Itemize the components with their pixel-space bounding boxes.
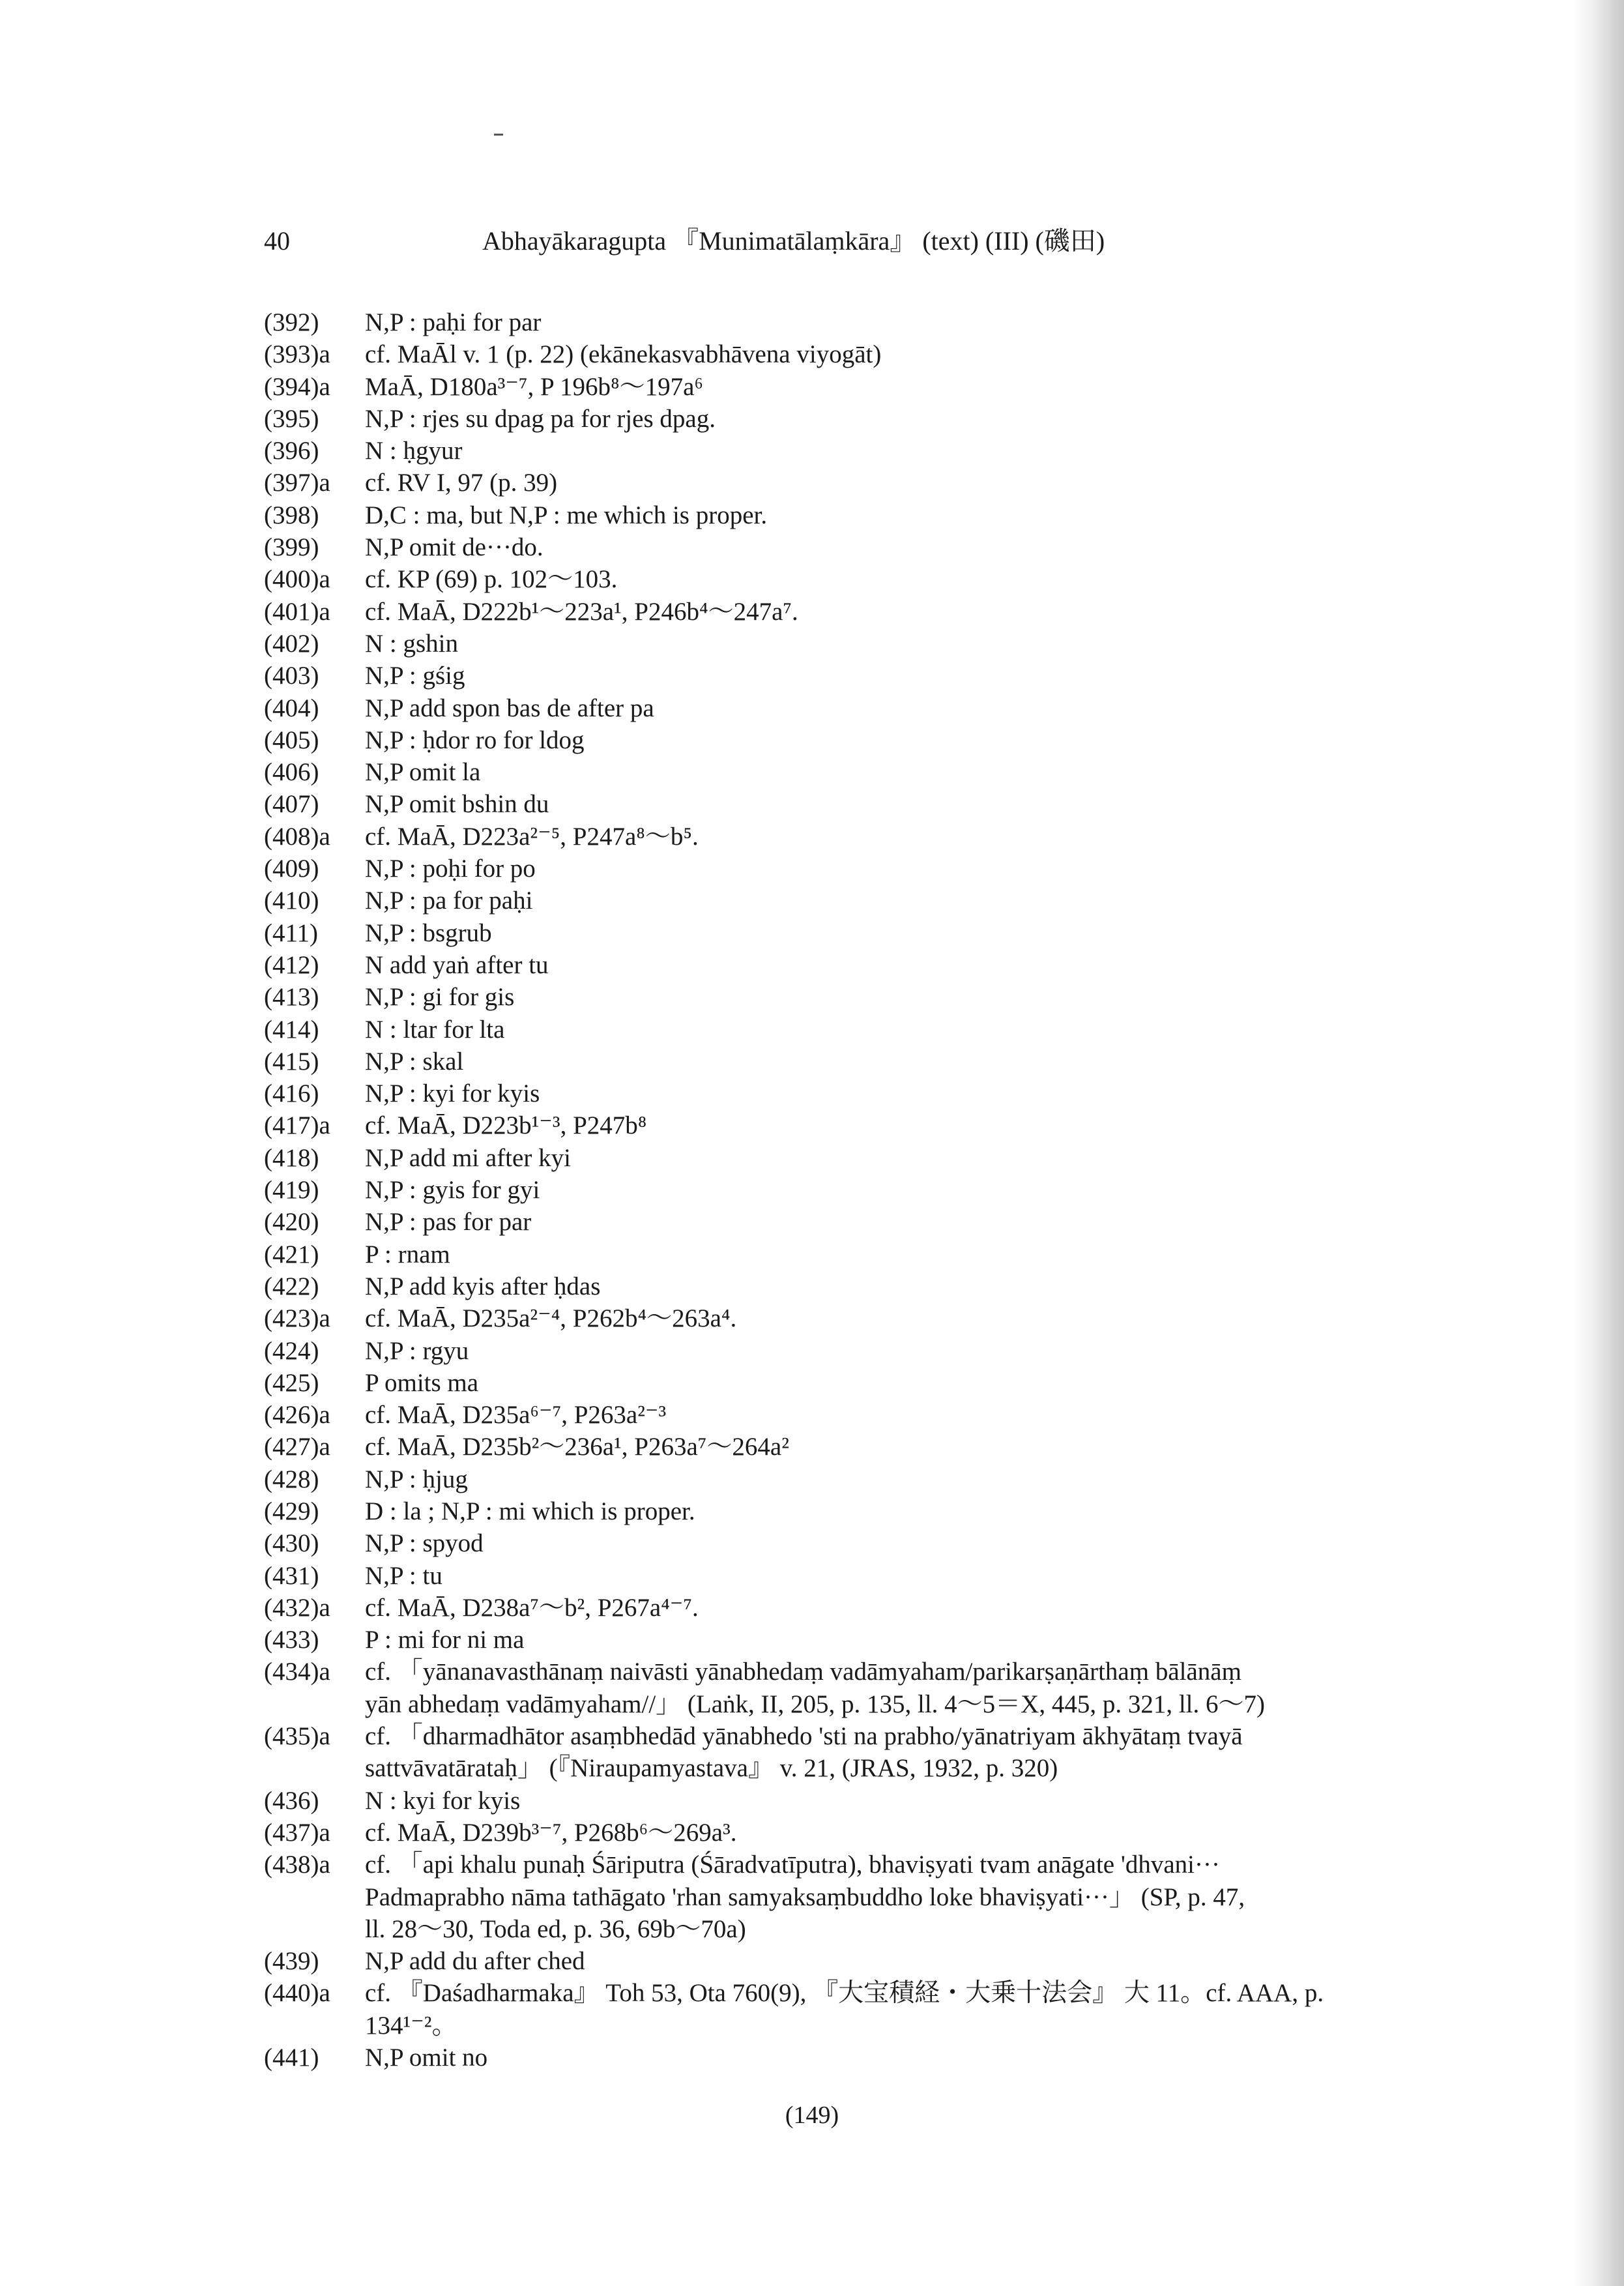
- note-number: (393)a: [264, 340, 330, 369]
- note-text: N : kyi for kyis: [365, 1786, 521, 1815]
- note-text: P : mi for ni ma: [365, 1626, 525, 1654]
- note-item: [264, 724, 1391, 756]
- note-number: (411): [264, 918, 319, 947]
- note-item: [264, 1046, 1391, 1077]
- note-item: [264, 1945, 1391, 1977]
- note-text: cf. MaĀ, D222b¹～223a¹, P246b⁴～247a⁷.: [365, 597, 798, 626]
- note-item: [264, 1270, 1391, 1302]
- note-text: N,P : gi for gis: [365, 983, 515, 1012]
- note-item: [264, 788, 1391, 820]
- note-number: (439): [264, 1947, 319, 1976]
- note-number: (432)a: [264, 1593, 330, 1622]
- note-text: N,P : gyis for gyi: [365, 1176, 540, 1205]
- note-number: (409): [264, 855, 319, 883]
- note-text: cf. MaĀ, D238a⁷～b², P267a⁴⁻⁷.: [365, 1593, 699, 1622]
- note-text: N,P : skal: [365, 1047, 464, 1076]
- note-text: N,P : ḥdor ro for ldog: [365, 725, 585, 754]
- note-text: N : gshin: [365, 629, 459, 658]
- note-number: (392): [264, 308, 319, 336]
- page-header: [264, 222, 1372, 261]
- note-item: [264, 756, 1391, 788]
- note-number: (416): [264, 1079, 319, 1108]
- note-text: N,P : spyod: [365, 1529, 484, 1558]
- note-text: D,C : ma, but N,P : me which is proper.: [365, 501, 768, 529]
- note-item: [264, 1817, 1391, 1849]
- note-item: [264, 1560, 1391, 1592]
- note-number: (400)a: [264, 565, 330, 594]
- note-text: D : la ; N,P : mi which is proper.: [365, 1497, 695, 1525]
- note-text: N,P : gśig: [365, 662, 465, 690]
- note-item: [264, 1077, 1391, 1109]
- note-text: cf. MaĀ, D223a²⁻⁵, P247a⁸～b⁵.: [365, 822, 699, 851]
- note-item: [264, 949, 1391, 981]
- note-item: [264, 467, 1391, 499]
- note-number: (428): [264, 1465, 319, 1493]
- note-item: [264, 1174, 1391, 1206]
- note-item: [264, 660, 1391, 692]
- note-item: [264, 1367, 1391, 1399]
- note-number: (431): [264, 1561, 319, 1590]
- note-number: (424): [264, 1336, 319, 1365]
- note-text: N,P : ḥjug: [365, 1465, 468, 1493]
- note-text: cf. 「api khalu punaḥ Śāriputra (Śāradvatīputra), bhaviṣyati tvam anāgate 'dhvani··· Padmaprabho nāma tathāgato 'rhan samyaksaṃbuddho loke bhaviṣyati···」 (SP, p. 47, ll. 28～30, Toda ed, p. 36, 69b～70a): [365, 1851, 1245, 1943]
- note-item: [264, 306, 1391, 338]
- note-item: [264, 853, 1391, 885]
- note-item: [264, 531, 1391, 563]
- note-number: (408)a: [264, 822, 330, 851]
- note-number: (417)a: [264, 1111, 330, 1140]
- note-number: (422): [264, 1272, 319, 1300]
- note-text: cf. 「dharmadhātor asaṃbhedād yānabhedo 'sti na prabho/yānatriyam ākhyātaṃ tvayā sattvāvatārataḥ」 (『Niraupamyastava』 v. 21, (JRAS, 1932, p. 320): [365, 1722, 1243, 1783]
- note-text: N,P omit la: [365, 758, 481, 787]
- note-text: cf. RV I, 97 (p. 39): [365, 469, 558, 497]
- note-item: [264, 917, 1391, 949]
- note-number: (440)a: [264, 1979, 330, 2008]
- note-text: N,P : rgyu: [365, 1336, 469, 1365]
- note-number: (429): [264, 1497, 319, 1525]
- note-number: (438)a: [264, 1851, 330, 1879]
- note-item: [264, 338, 1391, 370]
- note-item: [264, 403, 1391, 435]
- note-item: [264, 1399, 1391, 1431]
- note-text: N,P : poḥi for po: [365, 855, 536, 883]
- note-number: (435)a: [264, 1722, 330, 1751]
- note-text: N,P add spon bas de after pa: [365, 694, 654, 722]
- note-text: cf. MaĀ, D235a²⁻⁴, P262b⁴～263a⁴.: [365, 1304, 737, 1333]
- note-item: [264, 1431, 1391, 1463]
- note-text: N,P : paḥi for par: [365, 308, 542, 336]
- note-item: [264, 1785, 1391, 1817]
- note-item: [264, 1720, 1391, 1785]
- note-text: N,P omit bshin du: [365, 790, 549, 819]
- note-item: [264, 1206, 1391, 1238]
- note-number: (394)a: [264, 372, 330, 401]
- note-number: (441): [264, 2044, 319, 2072]
- note-number: (414): [264, 1015, 319, 1044]
- note-text: N,P omit no: [365, 2044, 488, 2072]
- note-number: (404): [264, 694, 319, 722]
- note-number: (397)a: [264, 469, 330, 497]
- note-item: [264, 2042, 1391, 2074]
- notes-list: [264, 306, 1391, 2074]
- note-text: N,P add mi after kyi: [365, 1143, 571, 1172]
- note-text: cf. MaĀl v. 1 (p. 22) (ekānekasvabhāvena viyogāt): [365, 340, 882, 369]
- note-text: cf. MaĀ, D239b³⁻⁷, P268b⁶～269a³.: [365, 1818, 737, 1847]
- note-item: [264, 596, 1391, 628]
- note-text: N,P add du after ched: [365, 1947, 585, 1976]
- note-item: [264, 1302, 1391, 1334]
- note-item: [264, 692, 1391, 724]
- note-text: cf. 「yānanavasthānaṃ naivāsti yānabhedaṃ vadāmyaham/parikarṣaṇārthaṃ bālānāṃ yān abhedaṃ vadāmyaham//」 (Laṅk, II, 205, p. 135, ll. 4～5＝X, 445, p. 321, ll. 6～7): [365, 1658, 1265, 1718]
- note-item: [264, 1014, 1391, 1046]
- note-number: (395): [264, 404, 319, 433]
- note-number: (433): [264, 1626, 319, 1654]
- note-text: P : rnam: [365, 1240, 450, 1268]
- note-number: (406): [264, 758, 319, 787]
- running-title: Abhayākaragupta 『Munimatālaṃkāra』 (text) (III) (磯田): [482, 226, 1105, 256]
- note-number: (427)a: [264, 1433, 330, 1461]
- note-text: N,P : kyi for kyis: [365, 1079, 540, 1108]
- note-number: (405): [264, 725, 319, 754]
- note-number: (403): [264, 662, 319, 690]
- note-item: [264, 1527, 1391, 1559]
- note-item: [264, 981, 1391, 1013]
- note-item: [264, 1592, 1391, 1624]
- note-text: P omits ma: [365, 1368, 479, 1397]
- note-number: (407): [264, 790, 319, 819]
- note-number: (420): [264, 1208, 319, 1237]
- note-item: [264, 628, 1391, 660]
- note-text: N,P : rjes su dpag pa for rjes dpag.: [365, 404, 716, 433]
- note-item: [264, 821, 1391, 853]
- note-item: [264, 563, 1391, 595]
- note-number: (418): [264, 1143, 319, 1172]
- page-number: 40: [264, 226, 290, 256]
- note-text: N,P add kyis after ḥdas: [365, 1272, 601, 1300]
- note-number: (402): [264, 629, 319, 658]
- note-text: cf. MaĀ, D235a⁶⁻⁷, P263a²⁻³: [365, 1401, 667, 1429]
- note-item: [264, 371, 1391, 403]
- note-text: cf. KP (69) p. 102～103.: [365, 565, 618, 594]
- note-text: N : ltar for lta: [365, 1015, 505, 1044]
- note-number: (398): [264, 501, 319, 529]
- note-text: N,P : pa for paḥi: [365, 887, 533, 915]
- note-number: (396): [264, 437, 319, 465]
- note-number: (410): [264, 887, 319, 915]
- note-item: [264, 1142, 1391, 1174]
- note-number: (401)a: [264, 597, 330, 626]
- note-text: N : ḥgyur: [365, 437, 463, 465]
- note-text: N,P : tu: [365, 1561, 442, 1590]
- note-number: (413): [264, 983, 319, 1012]
- note-text: N,P : bsgrub: [365, 918, 492, 947]
- note-number: (399): [264, 533, 319, 562]
- footer-page-label: (149): [785, 2102, 839, 2129]
- note-text: N add yaṅ after tu: [365, 950, 549, 979]
- note-item: [264, 1335, 1391, 1367]
- note-number: (437)a: [264, 1818, 330, 1847]
- note-item: [264, 1495, 1391, 1527]
- note-text: N,P omit de···do.: [365, 533, 544, 562]
- note-number: (436): [264, 1786, 319, 1815]
- note-number: (412): [264, 950, 319, 979]
- note-item: [264, 499, 1391, 531]
- note-item: [264, 1238, 1391, 1270]
- note-number: (434)a: [264, 1658, 330, 1686]
- scan-edge-shadow: [1572, 0, 1624, 2286]
- note-number: (430): [264, 1529, 319, 1558]
- note-item: [264, 1656, 1391, 1720]
- note-number: (419): [264, 1176, 319, 1205]
- note-item: [264, 1624, 1391, 1656]
- scan-speck: [494, 134, 503, 136]
- note-number: (415): [264, 1047, 319, 1076]
- note-text: cf. 『Daśadharmaka』 Toh 53, Ota 760(9), 『大宝積経・大乗十法会』 大 11。cf. AAA, p. 134¹⁻²。: [365, 1979, 1324, 2040]
- note-number: (426)a: [264, 1401, 330, 1429]
- note-text: cf. MaĀ, D235b²～236a¹, P263a⁷～264a²: [365, 1433, 789, 1461]
- note-text: cf. MaĀ, D223b¹⁻³, P247b⁸: [365, 1111, 647, 1140]
- note-item: [264, 1849, 1391, 1945]
- note-item: [264, 885, 1391, 916]
- note-item: [264, 435, 1391, 467]
- note-item: [264, 1109, 1391, 1141]
- note-number: (425): [264, 1368, 319, 1397]
- note-number: (423)a: [264, 1304, 330, 1333]
- page-footer: [0, 2099, 1624, 2132]
- note-item: [264, 1977, 1391, 2042]
- note-number: (421): [264, 1240, 319, 1268]
- note-text: MaĀ, D180a³⁻⁷, P 196b⁸～197a⁶: [365, 372, 703, 401]
- note-text: N,P : pas for par: [365, 1208, 532, 1237]
- note-item: [264, 1463, 1391, 1495]
